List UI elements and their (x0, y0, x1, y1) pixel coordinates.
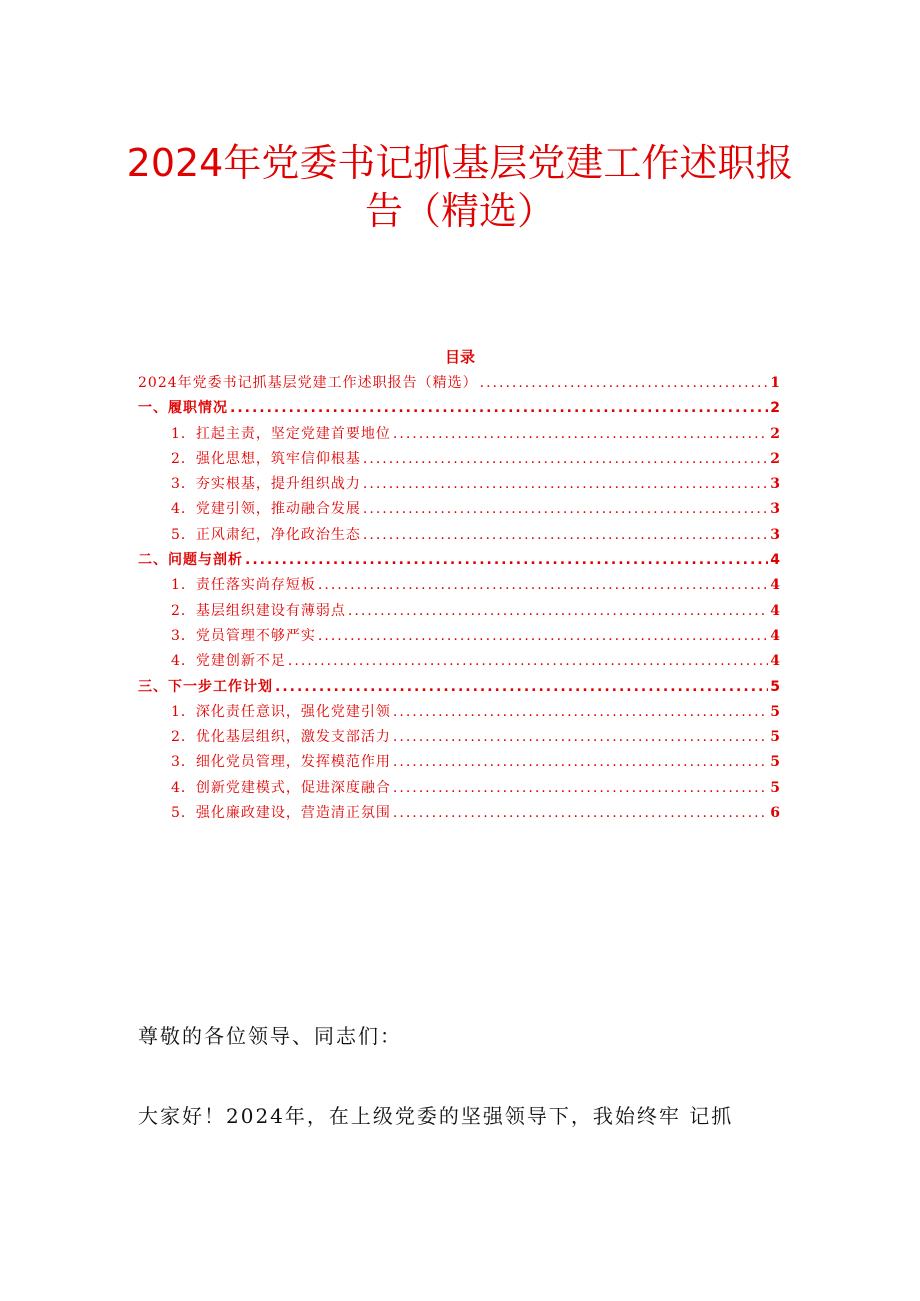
toc-leader-dots (363, 501, 768, 517)
toc-entry-label: 4．党建创新不足 (171, 653, 286, 670)
toc-entry-page-number: 3 (770, 476, 780, 493)
toc-entry-page-number: 6 (770, 805, 780, 822)
toc-entry-label: 1．扛起主责，坚定党建首要地位 (171, 425, 391, 442)
toc-entry[interactable] (138, 600, 780, 625)
toc-leader-dots (318, 577, 768, 593)
toc-entry-label: 4．创新党建模式，促进深度融合 (171, 779, 391, 796)
toc-entry-page-number: 5 (770, 779, 780, 796)
toc-entry[interactable] (138, 524, 780, 549)
toc-entry-label: 1．深化责任意识，强化党建引领 (171, 703, 391, 720)
document-title-line-1: 2024年党委书记抓基层党建工作述职报 (126, 141, 794, 185)
toc-leader-dots (230, 400, 768, 416)
table-of-contents (138, 372, 780, 827)
toc-leader-dots (363, 476, 768, 492)
toc-entry[interactable] (138, 802, 780, 827)
toc-entry[interactable] (138, 473, 780, 498)
toc-entry-label: 二、问题与剖析 (138, 552, 243, 569)
toc-leader-dots (393, 780, 768, 796)
toc-entry-page-number: 4 (770, 552, 780, 569)
toc-entry[interactable] (138, 625, 780, 650)
toc-entry-page-number: 2 (770, 450, 780, 467)
toc-entry-label: 3．党员管理不够严实 (171, 627, 316, 644)
toc-entry-label: 2．强化思想，筑牢信仰根基 (171, 450, 361, 467)
toc-entry-label: 2．基层组织建设有薄弱点 (171, 602, 346, 619)
toc-entry[interactable] (138, 549, 780, 574)
toc-leader-dots (275, 679, 768, 695)
toc-entry-page-number: 5 (770, 754, 780, 771)
toc-leader-dots (245, 552, 768, 568)
toc-entry-page-number: 2 (770, 400, 780, 417)
salutation-paragraph: 尊敬的各位领导、同志们： (138, 1024, 402, 1048)
toc-entry[interactable] (138, 650, 780, 675)
toc-leader-dots (363, 527, 768, 543)
toc-entry-label: 1．责任落实尚存短板 (171, 577, 316, 594)
toc-entry-label: 5．正风肃纪，净化政治生态 (171, 526, 361, 543)
toc-entry-page-number: 4 (770, 577, 780, 594)
document-title-line-2: 告（精选） (364, 189, 555, 233)
toc-entry[interactable] (138, 372, 780, 397)
toc-entry[interactable] (138, 498, 780, 523)
toc-leader-dots (393, 805, 768, 821)
toc-heading: 目录 (444, 348, 475, 366)
opening-paragraph: 大家好！2024年，在上级党委的坚强领导下，我始终牢 记抓 (138, 1104, 734, 1128)
toc-entry-page-number: 3 (770, 501, 780, 518)
toc-leader-dots (393, 729, 768, 745)
toc-entry[interactable] (138, 574, 780, 599)
toc-entry[interactable] (138, 676, 780, 701)
toc-leader-dots (393, 754, 768, 770)
toc-entry-page-number: 3 (770, 526, 780, 543)
toc-entry[interactable] (138, 726, 780, 751)
toc-entry[interactable] (138, 701, 780, 726)
toc-entry-page-number: 5 (770, 729, 780, 746)
toc-entry-label: 三、下一步工作计划 (138, 678, 273, 695)
toc-entry-page-number: 4 (770, 602, 780, 619)
toc-entry-label: 4．党建引领，推动融合发展 (171, 501, 361, 518)
toc-entry-page-number: 5 (770, 703, 780, 720)
toc-leader-dots (348, 603, 768, 619)
toc-entry[interactable] (138, 777, 780, 802)
toc-entry[interactable] (138, 448, 780, 473)
toc-entry-label: 3．细化党员管理，发挥模范作用 (171, 754, 391, 771)
toc-leader-dots (363, 451, 768, 467)
toc-leader-dots (480, 375, 769, 391)
toc-entry-label: 3．夯实根基，提升组织战力 (171, 476, 361, 493)
toc-entry-page-number: 5 (770, 678, 780, 695)
toc-entry-page-number: 2 (770, 425, 780, 442)
toc-entry[interactable] (138, 751, 780, 776)
toc-leader-dots (318, 628, 768, 644)
toc-entry-label: 2．优化基层组织，激发支部活力 (171, 729, 391, 746)
toc-entry-page-number: 4 (770, 653, 780, 670)
toc-entry[interactable] (138, 397, 780, 422)
toc-entry-page-number: 1 (770, 375, 780, 391)
toc-entry-label: 5．强化廉政建设，营造清正氛围 (171, 805, 391, 822)
toc-entry-label: 2024年党委书记抓基层党建工作述职报告（精选） (138, 375, 478, 391)
toc-leader-dots (288, 653, 768, 669)
toc-entry[interactable] (138, 423, 780, 448)
toc-leader-dots (393, 704, 768, 720)
toc-entry-page-number: 4 (770, 627, 780, 644)
toc-leader-dots (393, 426, 768, 442)
toc-entry-label: 一、履职情况 (138, 400, 228, 417)
